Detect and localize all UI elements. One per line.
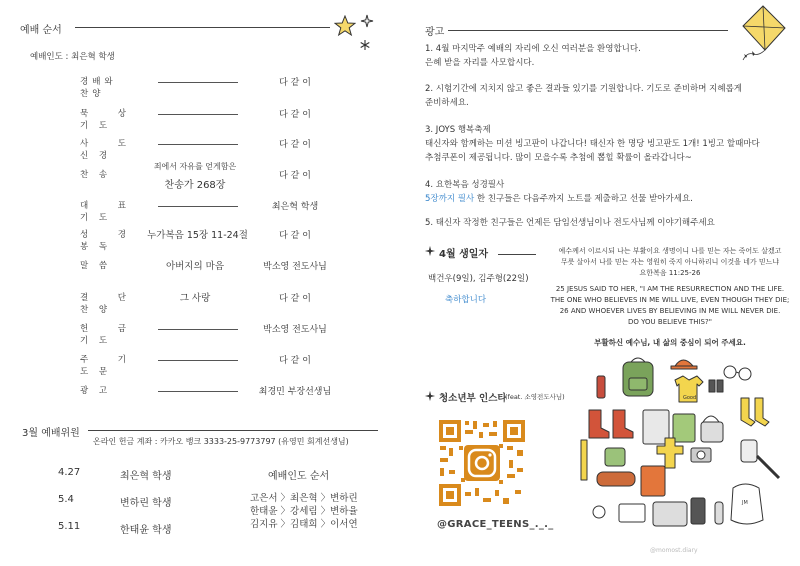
notice-3 <box>425 123 795 165</box>
sparkle-icon <box>360 14 374 28</box>
leader-rotation-title: 예배인도 순서 <box>268 471 330 482</box>
verse-en: DO YOU BELIEVE THIS?" <box>628 318 712 326</box>
order-content: 아버지의 마음 <box>165 261 225 272</box>
order-person: 박소영 전도사님 <box>263 262 327 272</box>
order-label: 헌 금 기 도 <box>80 324 130 346</box>
hymn-subtitle: 죄에서 자유를 얻게함은 <box>153 162 237 171</box>
order-label: 찬 송 <box>80 170 112 180</box>
notice-1 <box>425 42 795 70</box>
duty-date: 5.11 <box>58 521 81 532</box>
verse-kr: 예수께서 이르시되 나는 부활이요 생명이니 나를 믿는 자는 죽어도 살겠고 <box>558 247 782 255</box>
illustration-good-label: Good <box>683 395 697 401</box>
duty-divider <box>88 430 378 431</box>
duty-date: 5.4 <box>58 494 74 505</box>
order-person: 다 같 이 <box>279 140 311 150</box>
duty-date: 4.27 <box>58 467 81 478</box>
order-person: 최은혁 학생 <box>271 202 319 212</box>
notice-text: 준비하세요. <box>425 98 469 108</box>
school-items-illustration <box>575 352 793 544</box>
leader-rotation-line: 김지유 〉김태희 〉이서연 <box>250 519 358 530</box>
left-section-title: 예배 순서 <box>20 25 62 36</box>
insta-subtitle: (feat. 소영전도사님) <box>505 393 565 401</box>
notice-text: 2. 시험기간에 지치지 않고 좋은 결과들 있기를 기원합니다. 기도로 준비하며 지혜롭게 <box>425 84 743 94</box>
star-icon <box>334 15 356 37</box>
notice-text: 4. 요한복음 성경필사 <box>425 180 505 190</box>
order-label: 사 도 신 경 <box>80 139 130 161</box>
order-line <box>158 206 238 207</box>
order-label: 말 씀 <box>80 261 112 271</box>
watermark: @momost.diary <box>650 547 698 554</box>
asterisk-icon <box>360 40 370 50</box>
order-person: 다 같 이 <box>279 171 311 181</box>
order-person: 다 같 이 <box>279 110 311 120</box>
duty-name: 한태윤 학생 <box>120 525 172 536</box>
insta-handle[interactable]: @GRACE_TEENS_._._ <box>437 519 554 530</box>
order-label: 주 기 도 문 <box>80 355 130 377</box>
notice-divider <box>448 30 728 31</box>
notice-text: 은혜 받을 자리를 사모합시다. <box>425 58 535 68</box>
insta-title: 청소년부 인스타 <box>439 393 507 404</box>
order-person: 다 같 이 <box>279 294 311 304</box>
notice-2 <box>425 82 795 110</box>
notice-text: 한 친구들은 다음주까지 노트를 제출하고 선물 받아가세요. <box>474 194 693 204</box>
notice-text: 추첨쿠폰이 제공됩니다. 많이 모을수록 추첨에 뽑힐 확률이 올라갑니다~ <box>425 153 692 163</box>
order-label: 경배와 찬양 <box>80 77 117 99</box>
notice-title: 광고 <box>425 27 445 38</box>
order-label: 묵 상 기 도 <box>80 109 130 131</box>
order-content: 찬송가 268장 <box>164 180 226 191</box>
order-person: 최경민 부장선생님 <box>258 387 332 397</box>
notice-text: 태신자와 함께하는 미션 빙고판이 나갑니다! 태신자 한 명당 빙고판도 1개! 1빙고 할때마다 <box>425 139 760 149</box>
sparkle-icon <box>424 390 436 402</box>
verse-en: 26 AND WHOEVER LIVES BY BELIEVING IN ME WILL NEVER DIE. <box>559 307 781 315</box>
sparkle-icon <box>424 245 436 257</box>
duty-name: 변하린 학생 <box>120 498 172 509</box>
order-line <box>158 82 238 83</box>
order-content: 그 사랑 <box>179 293 211 304</box>
order-line <box>158 144 238 145</box>
verse-en: THE ONE WHO BELIEVES IN ME WILL LIVE, EVEN THOUGH THEY DIE; <box>550 296 790 304</box>
order-line <box>158 114 238 115</box>
instagram-qr-code[interactable] <box>437 418 527 508</box>
verse-en: 25 JESUS SAID TO HER, "I AM THE RESURRECTION AND THE LIFE. <box>555 285 785 293</box>
birthday-congrats: 축하합니다 <box>445 295 487 305</box>
birthday-title: 4월 생일자 <box>439 249 489 260</box>
notice-text: 3. JOYS 행복축제 <box>425 125 491 135</box>
order-label: 대 표 기 도 <box>80 201 130 223</box>
duty-title: 3월 예배위원 <box>22 428 80 439</box>
highlight-text: 5장까지 필사 <box>425 194 475 204</box>
notice-5 <box>425 216 795 230</box>
verse-reference: 요한복음 11:25-26 <box>639 269 701 277</box>
order-label: 광 고 <box>80 386 112 396</box>
order-line <box>158 360 238 361</box>
birthday-divider <box>498 254 536 255</box>
illustration-jm-label: JM <box>742 500 748 506</box>
order-person: 박소영 전도사님 <box>263 325 327 335</box>
verse-closing: 부활하신 예수님, 내 삶의 중심이 되어 주세요. <box>594 338 746 347</box>
duty-name: 최은혁 학생 <box>120 471 172 482</box>
verse-kr: 무릇 살아서 나를 믿는 자는 영원히 죽지 아니하리니 이것을 네가 믿느냐 <box>560 258 780 266</box>
offering-account: 온라인 헌금 계좌 : 카카오 뱅크 3333-25-9773797 (유영민 회계선생님) <box>93 437 349 446</box>
notice-4 <box>425 178 795 206</box>
title-divider <box>75 27 330 28</box>
order-line <box>158 329 238 330</box>
order-person: 다 같 이 <box>279 231 311 241</box>
leader-rotation-line: 한태윤 〉강세림 〉변하율 <box>250 506 358 517</box>
notice-text: 1. 4월 마지막주 예배의 자리에 오신 여러분을 환영합니다. <box>425 44 641 54</box>
leader-rotation-line: 고은서 〉최은혁 〉변하린 <box>250 493 358 504</box>
order-person: 다 같 이 <box>279 78 311 88</box>
worship-leader: 예배인도 : 최은혁 학생 <box>30 52 115 62</box>
order-content: 누가복음 15장 11-24절 <box>147 230 248 241</box>
order-label: 성 경 봉 독 <box>80 230 130 252</box>
order-line <box>158 391 238 392</box>
notice-text <box>425 192 795 206</box>
birthday-names: 백건우(9일), 김주형(22일) <box>428 274 529 284</box>
order-label: 결 단 찬 양 <box>80 293 130 315</box>
notice-text: 5. 태신자 작정한 친구들은 언제든 담임선생님이나 전도사님께 이야기해주세요 <box>425 218 715 228</box>
order-person: 다 같 이 <box>279 356 311 366</box>
